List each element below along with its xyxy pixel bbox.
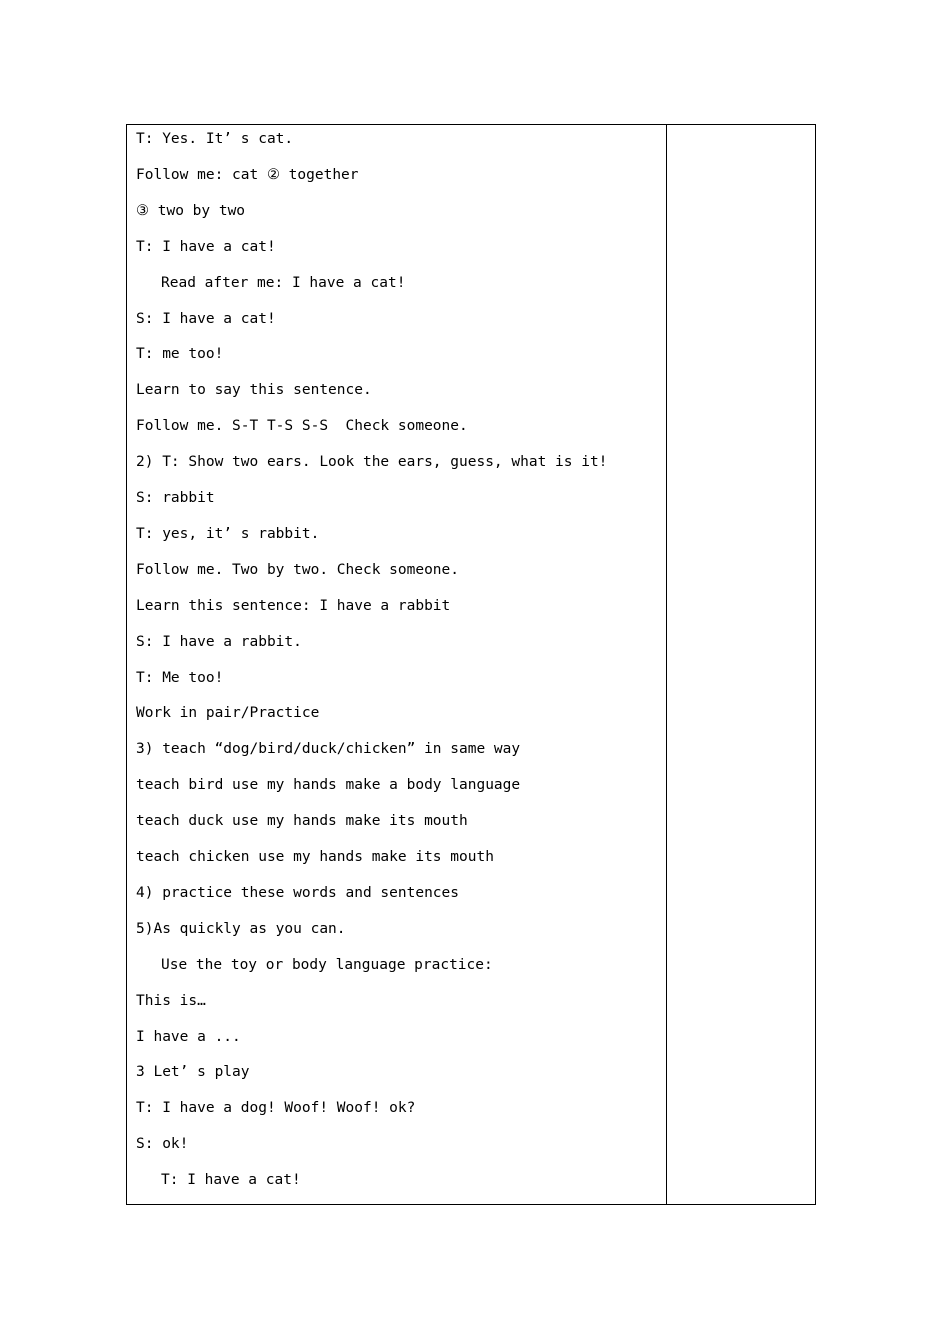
procedure-line: Follow me. S-T T-S S-S Check someone. bbox=[136, 418, 468, 435]
notes-cell bbox=[667, 125, 815, 1204]
procedure-line: T: me too! bbox=[136, 346, 224, 363]
procedure-line: T: yes, it’ s rabbit. bbox=[136, 525, 320, 542]
procedure-line: ③ two by two bbox=[136, 202, 246, 219]
procedure-line: Learn this sentence: I have a rabbit bbox=[136, 597, 451, 614]
lesson-plan-table bbox=[126, 124, 816, 1205]
procedure-line: teach duck use my hands make its mouth bbox=[136, 813, 468, 830]
procedure-line: Work in pair/Practice bbox=[136, 705, 320, 722]
procedure-line: 4) practice these words and sentences bbox=[136, 884, 460, 901]
procedure-line: T: I have a dog! Woof! Woof! ok? bbox=[136, 1100, 416, 1117]
procedure-line: This is… bbox=[136, 992, 206, 1009]
procedure-line: teach bird use my hands make a body language bbox=[136, 777, 521, 794]
procedure-line: I have a ... bbox=[136, 1028, 241, 1045]
procedure-line: S: I have a rabbit. bbox=[136, 633, 302, 650]
procedure-line: S: I have a cat! bbox=[136, 310, 276, 327]
procedure-line: Follow me: cat ② together bbox=[136, 166, 359, 183]
procedure-line: T: Me too! bbox=[136, 669, 224, 686]
procedure-line: Learn to say this sentence. bbox=[136, 382, 372, 399]
procedure-line: 2) T: Show two ears. Look the ears, guess, what is it! bbox=[136, 454, 608, 471]
procedure-line: 3 Let’ s play bbox=[136, 1064, 250, 1081]
procedure-line: 3) teach “dog/bird/duck/chicken” in same way bbox=[136, 741, 521, 758]
teaching-procedure-cell bbox=[127, 125, 667, 1204]
procedure-line: teach chicken use my hands make its mouth bbox=[136, 849, 494, 865]
procedure-line: 5)As quickly as you can. bbox=[136, 920, 346, 937]
procedure-line: Read after me: I have a cat! bbox=[161, 274, 406, 291]
procedure-line: Follow me. Two by two. Check someone. bbox=[136, 561, 460, 578]
procedure-line: S: rabbit bbox=[136, 490, 215, 506]
procedure-line: Use the toy or body language practice: bbox=[161, 956, 493, 973]
procedure-line: T: Yes. It’ s cat. bbox=[136, 131, 294, 147]
procedure-line: T: I have a cat! bbox=[161, 1172, 301, 1189]
procedure-line: T: I have a cat! bbox=[136, 238, 276, 255]
procedure-line: S: ok! bbox=[136, 1136, 189, 1153]
